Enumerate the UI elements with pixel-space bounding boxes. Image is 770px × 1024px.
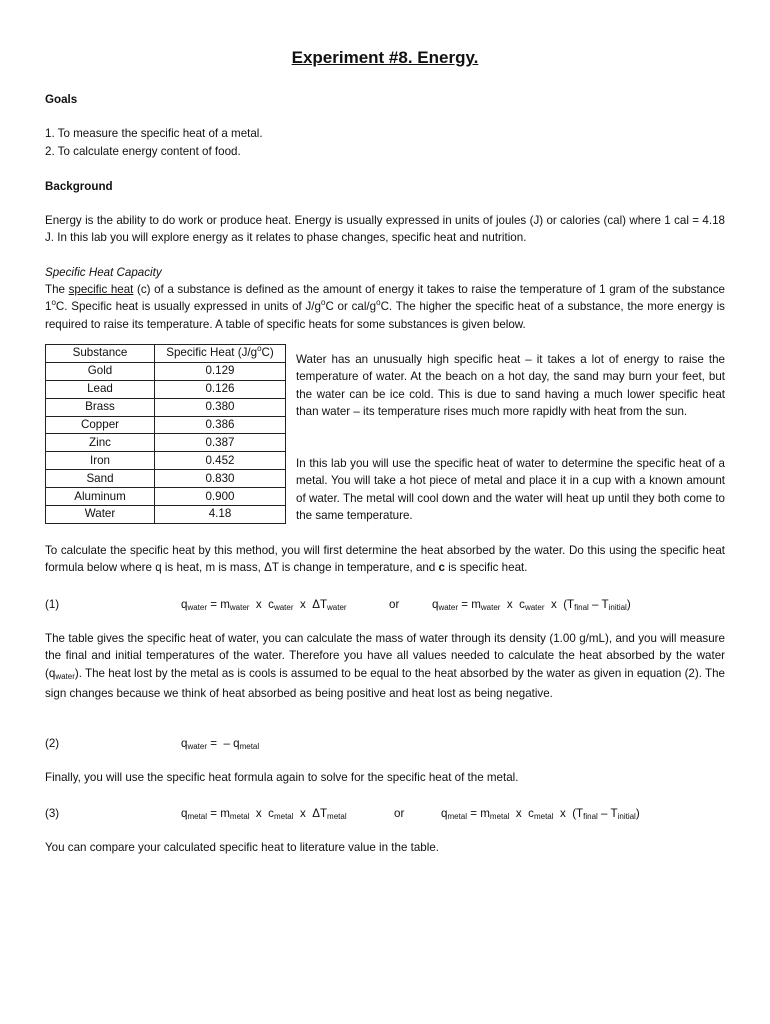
table-header-row bbox=[46, 345, 286, 363]
table-cell: Sand bbox=[46, 470, 155, 488]
goals-heading: Goals bbox=[45, 93, 78, 106]
calc-final-paragraph: Finally, you will use the specific heat formula again to solve for the specific heat of the metal. bbox=[45, 771, 519, 784]
table-cell: 4.18 bbox=[155, 506, 286, 524]
table-cell: 0.387 bbox=[155, 434, 286, 452]
page-title: Experiment #8. Energy. bbox=[291, 48, 479, 67]
equation-1-or: or bbox=[389, 598, 400, 611]
water-specific-heat-paragraph: Water has an unusually high specific heat – it takes a lot of energy to raise the temperature of water. At the beach on a hot day, the sand may burn your feet, but the water can be ice cold. This is due to sand having a much lower specific heat than water – its temperature rises much more rapidly with heat from the sun. bbox=[296, 353, 725, 419]
table-row bbox=[46, 488, 286, 506]
table-row bbox=[46, 452, 286, 470]
specific-heat-heading: Specific Heat Capacity bbox=[45, 266, 162, 279]
table-cell: 0.380 bbox=[155, 398, 286, 416]
table-cell: Water bbox=[46, 506, 155, 524]
specific-heat-table bbox=[45, 344, 286, 524]
table-row bbox=[46, 434, 286, 452]
goal-item-2: 2. To calculate energy content of food. bbox=[45, 145, 241, 158]
table-row bbox=[46, 506, 286, 524]
table-row bbox=[46, 470, 286, 488]
table-cell: Lead bbox=[46, 380, 155, 398]
background-intro: Energy is the ability to do work or produce heat. Energy is usually expressed in units of joules (J) or calories (cal) where 1 cal = 4.18 J. In this lab you will explore energy as it relates to phase changes, specific heat and nutrition. bbox=[45, 214, 725, 245]
equation-1-right: $q_{water} = m_{water}$ x $c_{water}$ x $(T_{final} - T_{initial})$ bbox=[432, 598, 631, 612]
goal-item-1: 1. To measure the specific heat of a metal. bbox=[45, 127, 263, 140]
table-cell: 0.386 bbox=[155, 416, 286, 434]
equation-2-number: (2) bbox=[45, 737, 60, 750]
background-heading: Background bbox=[45, 180, 113, 193]
table-cell: Gold bbox=[46, 362, 155, 380]
table-row bbox=[46, 362, 286, 380]
table-cell: 0.129 bbox=[155, 362, 286, 380]
table-cell: Brass bbox=[46, 398, 155, 416]
specific-heat-paragraph: The specific heat (c) of a substance is defined as the amount of energy it takes to raise the temperature of 1 gram of the substance 1$^o$C. Specific heat is usually expressed in units of $J/g^oC$ or cal/$g^oC$. The higher the specific heat of a substance, the more energy is required to raise its temperature. A table of specific heats for some substances is given below. bbox=[45, 283, 726, 331]
equation-2: $q_{water}$ = – $q_{metal}$ bbox=[181, 737, 260, 751]
table-row bbox=[46, 416, 286, 434]
calc-explain-paragraph: The table gives the specific heat of water, you can calculate the mass of water through its density (1.00 g/mL), and you will measure the final and initial temperatures of the water. Therefore you have all values needed to calculate the heat absorbed by the water $(q_{water})$. The heat lost by the metal as is cools is assumed to be equal to the heat absorbed by the water as given in equation (2). The sign changes because we think of heat absorbed as being positive and heat lost as being negative. bbox=[45, 632, 725, 701]
equation-3-left: $q_{metal} = m_{metal}$ x $c_{metal}$ x $\Delta T_{metal}$ bbox=[181, 807, 347, 821]
table-cell: Copper bbox=[46, 416, 155, 434]
table-cell: Iron bbox=[46, 452, 155, 470]
table-header-specific-heat: Specific Heat $(J/g^oC)$ bbox=[155, 345, 286, 363]
table-row bbox=[46, 398, 286, 416]
specific-heat-term: specific heat bbox=[68, 283, 134, 296]
table-cell: 0.126 bbox=[155, 380, 286, 398]
lab-method-paragraph: In this lab you will use the specific heat of water to determine the specific heat of a metal. You will take a hot piece of metal and place it in a cup with a known amount of water. The metal will cool down and the water will heat up until they both come to the same temperature. bbox=[296, 457, 725, 523]
table-cell: Zinc bbox=[46, 434, 155, 452]
equation-3-or: or bbox=[394, 807, 405, 820]
table-header-substance: Substance bbox=[46, 345, 155, 363]
equation-1-left: $q_{water} = m_{water}$ x $c_{water}$ x $\Delta T_{water}$ bbox=[181, 598, 347, 612]
equation-3-right: $q_{metal} = m_{metal}$ x $c_{metal}$ x $(T_{final} - T_{initial})$ bbox=[441, 807, 640, 821]
table-cell: 0.830 bbox=[155, 470, 286, 488]
table-cell: 0.900 bbox=[155, 488, 286, 506]
table-cell: Aluminum bbox=[46, 488, 155, 506]
table-cell: 0.452 bbox=[155, 452, 286, 470]
equation-3-number: (3) bbox=[45, 807, 60, 820]
equation-1-number: (1) bbox=[45, 598, 60, 611]
calc-intro-paragraph: To calculate the specific heat by this method, you will first determine the heat absorbed by the water. Do this using the specific heat formula below where q is heat, m is mass, ΔT is change in temperature, and c is specific heat. bbox=[45, 544, 725, 575]
calc-compare-paragraph: You can compare your calculated specific heat to literature value in the table. bbox=[45, 841, 439, 854]
table-row bbox=[46, 380, 286, 398]
